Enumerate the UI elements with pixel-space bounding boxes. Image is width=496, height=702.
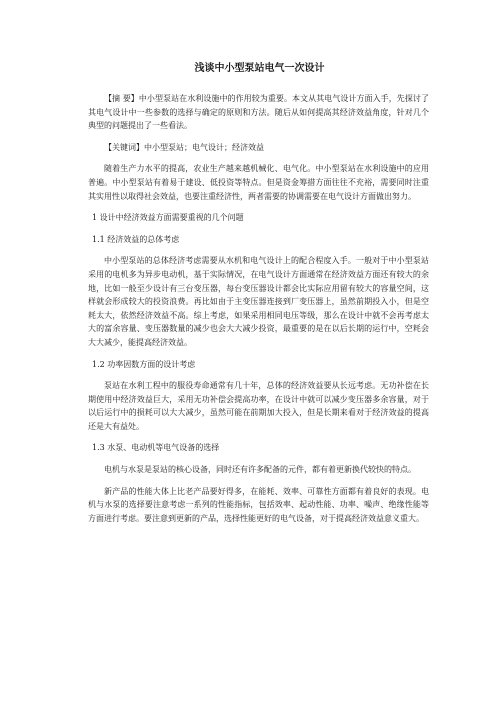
intro-paragraph: 随着生产力水平的提高，农业生产越来越机械化、电气化。中小型泵站在水利设施中的应用普遍。中小型泵站有着易于建设、低投资等特点。但是资金筹措方面往往不充裕，需要同时注重其实用性以取得社会效益，也要注重经济性，两者需要的协调需要在电气设计方面做出努力。 bbox=[88, 164, 429, 201]
section-1-3-paragraph-2: 新产品的性能大体上比老产品要好得多，在能耗、效率、可靠性方面都有着良好的表现。电机与水泵的选择要注意考虑一系列的性能指标，包括效率、起动性能、功率、噪声、绝缘性能等方面进行考虑。要注意到更新的产品，选择性能更好的电气设备，对于提高经济效益意义重大。 bbox=[88, 486, 429, 523]
abstract-paragraph: 【摘 要】中小型泵站在水利设施中的作用较为重要。本文从其电气设计方面入手，先探讨了其电气设计中一些参数的选择与确定的原则和方法。随后从如何提高其经济效益角度，针对几个典型的问题提出了一些看法。 bbox=[88, 94, 429, 131]
section-1-2-heading: 1.2 功率因数方面的设计考虑 bbox=[92, 359, 196, 369]
section-1-heading: 1 设计中经济效益方面需要重视的几个问题 bbox=[92, 213, 244, 223]
section-1-2-paragraph: 泵站在水利工程中的服役寿命通常有几十年，总体的经济效益要从长远考虑。无功补偿在长期使用中经济效益巨大，采用无功补偿会提高功率，在设计中就可以减少变压器多余容量，对于以后运行中的损耗可以大大减少，虽然可能在前期加大投入，但是长期来看对于经济效益的提高还是大有益处。 bbox=[88, 381, 429, 431]
section-1-3-heading: 1.3 水泵、电动机等电气设备的选择 bbox=[92, 443, 220, 453]
document-title: 浅谈中小型泵站电气一次设计 bbox=[194, 63, 325, 74]
document-page bbox=[88, 62, 429, 525]
section-1-1-heading: 1.1 经济效益的总体考虑 bbox=[92, 234, 180, 244]
keywords-paragraph: 【关键词】中小型泵站；电气设计；经济效益 bbox=[104, 142, 264, 152]
section-1-1-paragraph: 中小型泵站的总体经济考虑需要从水机和电气设计上的配合程度入手。一般对于中小型泵站采用的电机多为异步电动机，基于实际情况，在电气设计方面通常在经济效益方面还有较大的余地，比如一般至少设计有三台变压器，每台变压器设计都会比实际应用留有较大的容量空间，这样就会形成较大的投资浪费。再比如由于主变压器连接到厂变压器上，虽然前期投入小，但是空耗太大，依然经济效益不高。综上考虑，如果采用相同电压等级，那么在设计中就不会再考虑太大的富余容量、变压器数量的减少也会大大减少投资，最重要的是在以后长期的运行中，空耗会大大减少，能提高经济效益。 bbox=[88, 256, 429, 347]
section-1-3-paragraph-1: 电机与水泵是泵站的核心设备，同时还有许多配备的元件，都有着更新换代较快的特点。 bbox=[104, 465, 416, 475]
